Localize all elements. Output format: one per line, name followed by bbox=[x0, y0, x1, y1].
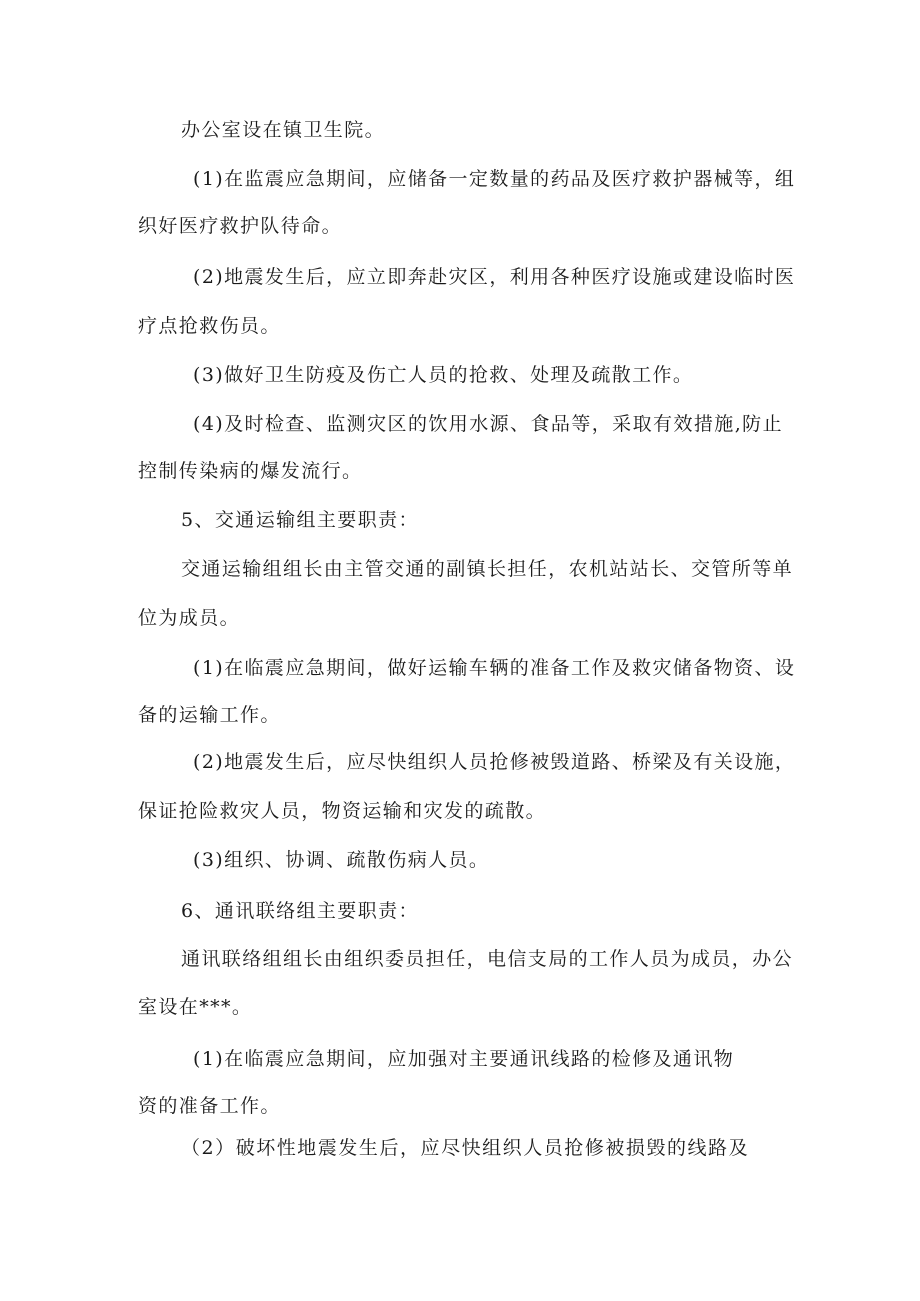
text-line: 备的运输工作。 bbox=[138, 704, 281, 726]
text-line: 办公室设在镇卫生院。 bbox=[181, 119, 386, 141]
text-line: (3)做好卫生防疫及伤亡人员的抢救、处理及疏散工作。 bbox=[193, 364, 694, 386]
section-heading: 5、交通运输组主要职责： bbox=[181, 509, 419, 531]
section-heading: 6、通讯联络组主要职责： bbox=[181, 900, 419, 922]
text-line: (1)在临震应急期间，做好运输车辆的准备工作及救灾储备物资、设 bbox=[193, 657, 796, 679]
text-line: （2）破坏性地震发生后，应尽快组织人员抢修被损毁的线路及 bbox=[181, 1137, 749, 1159]
text-line: 通讯联络组组长由组织委员担任，电信支局的工作人员为成员，办公 bbox=[181, 948, 794, 970]
text-line: (2)地震发生后，应立即奔赴灾区，利用各种医疗设施或建设临时医 bbox=[193, 266, 796, 288]
text-line: (4)及时检查、监测灾区的饮用水源、食品等，采取有效措施,防止 bbox=[193, 413, 783, 435]
text-line: (1)在监震应急期间，应储备一定数量的药品及医疗救护器械等，组 bbox=[193, 168, 796, 190]
text-line: (3)组织、协调、疏散伤病人员。 bbox=[193, 849, 490, 871]
text-line: (2)地震发生后，应尽快组织人员抢修被毁道路、桥梁及有关设施， bbox=[193, 751, 796, 773]
text-line: (1)在临震应急期间，应加强对主要通讯线路的检修及通讯物 bbox=[193, 1048, 735, 1070]
text-line: 控制传染病的爆发流行。 bbox=[138, 460, 363, 482]
text-line: 织好医疗救护队待命。 bbox=[138, 215, 343, 237]
text-line: 保证抢险救灾人员，物资运输和灾发的疏散。 bbox=[138, 800, 547, 822]
text-line: 位为成员。 bbox=[138, 607, 241, 629]
text-line: 疗点抢救伤员。 bbox=[138, 315, 281, 337]
text-line: 室设在***。 bbox=[138, 996, 253, 1018]
text-line: 资的准备工作。 bbox=[138, 1095, 281, 1117]
text-line: 交通运输组组长由主管交通的副镇长担任，农机站站长、交管所等单 bbox=[181, 558, 794, 580]
